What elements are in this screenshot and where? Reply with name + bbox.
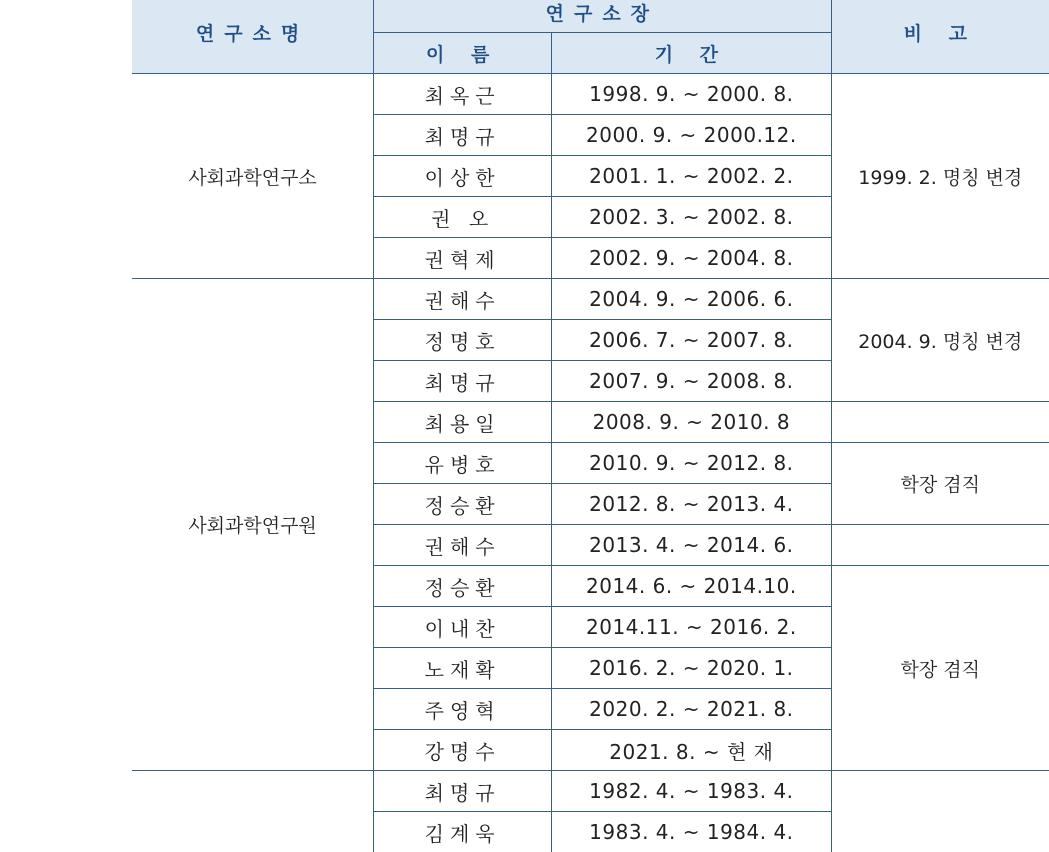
directors-history-table	[132, 0, 1049, 852]
director-period: 2004. 9. ~ 2006. 6.	[552, 279, 831, 320]
remark-cell: 학장 겸직	[831, 566, 1049, 771]
director-period: 2020. 2. ~ 2021. 8.	[552, 689, 831, 730]
director-name: 이내찬	[374, 607, 552, 648]
director-period: 2007. 9. ~ 2008. 8.	[552, 361, 831, 402]
director-name: 최옥근	[374, 74, 552, 115]
director-name: 유병호	[374, 443, 552, 484]
director-period: 2001. 1. ~ 2002. 2.	[552, 156, 831, 197]
director-period: 2008. 9. ~ 2010. 8	[552, 402, 831, 443]
header-director-group: 연구소장	[374, 0, 831, 33]
director-period: 1983. 4. ~ 1984. 4.	[552, 812, 831, 852]
table-row	[132, 279, 1049, 320]
director-period: 2002. 9. ~ 2004. 8.	[552, 238, 831, 279]
remark-cell: 1999. 2. 명칭 변경	[831, 74, 1049, 279]
header-institute-name: 연구소명	[132, 0, 374, 74]
director-name: 강명수	[374, 730, 552, 771]
director-name: 정승환	[374, 566, 552, 607]
director-name: 정승환	[374, 484, 552, 525]
director-name: 최명규	[374, 771, 552, 812]
header-name: 이 름	[374, 33, 552, 74]
director-name: 정명호	[374, 320, 552, 361]
director-period: 2006. 7. ~ 2007. 8.	[552, 320, 831, 361]
director-name: 김계욱	[374, 812, 552, 852]
director-period: 2013. 4. ~ 2014. 6.	[552, 525, 831, 566]
institute-name: 사회과학연구원	[132, 279, 374, 771]
remark-cell: 2004. 9. 명칭 변경	[831, 279, 1049, 402]
director-period: 2021. 8. ~ 현 재	[552, 730, 831, 771]
director-period: 2002. 3. ~ 2002. 8.	[552, 197, 831, 238]
director-name: 최명규	[374, 361, 552, 402]
remark-cell	[831, 525, 1049, 566]
director-period: 1998. 9. ~ 2000. 8.	[552, 74, 831, 115]
director-period: 2016. 2. ~ 2020. 1.	[552, 648, 831, 689]
table-row	[132, 771, 1049, 812]
director-period: 2000. 9. ~ 2000.12.	[552, 115, 831, 156]
director-name: 주영혁	[374, 689, 552, 730]
director-name: 권혁제	[374, 238, 552, 279]
director-name: 최용일	[374, 402, 552, 443]
director-name: 권 오	[374, 197, 552, 238]
director-period: 1982. 4. ~ 1983. 4.	[552, 771, 831, 812]
remark-cell	[831, 402, 1049, 443]
remark-cell	[831, 771, 1049, 852]
director-name: 권해수	[374, 279, 552, 320]
institute-name	[132, 771, 374, 852]
remark-cell: 학장 겸직	[831, 443, 1049, 525]
header-remarks: 비 고	[831, 0, 1049, 74]
director-name: 최명규	[374, 115, 552, 156]
institute-name: 사회과학연구소	[132, 74, 374, 279]
director-name: 노재확	[374, 648, 552, 689]
director-period: 2012. 8. ~ 2013. 4.	[552, 484, 831, 525]
director-name: 권해수	[374, 525, 552, 566]
director-name: 이상한	[374, 156, 552, 197]
director-period: 2010. 9. ~ 2012. 8.	[552, 443, 831, 484]
director-period: 2014. 6. ~ 2014.10.	[552, 566, 831, 607]
header-period: 기 간	[552, 33, 831, 74]
director-period: 2014.11. ~ 2016. 2.	[552, 607, 831, 648]
table-row	[132, 74, 1049, 115]
